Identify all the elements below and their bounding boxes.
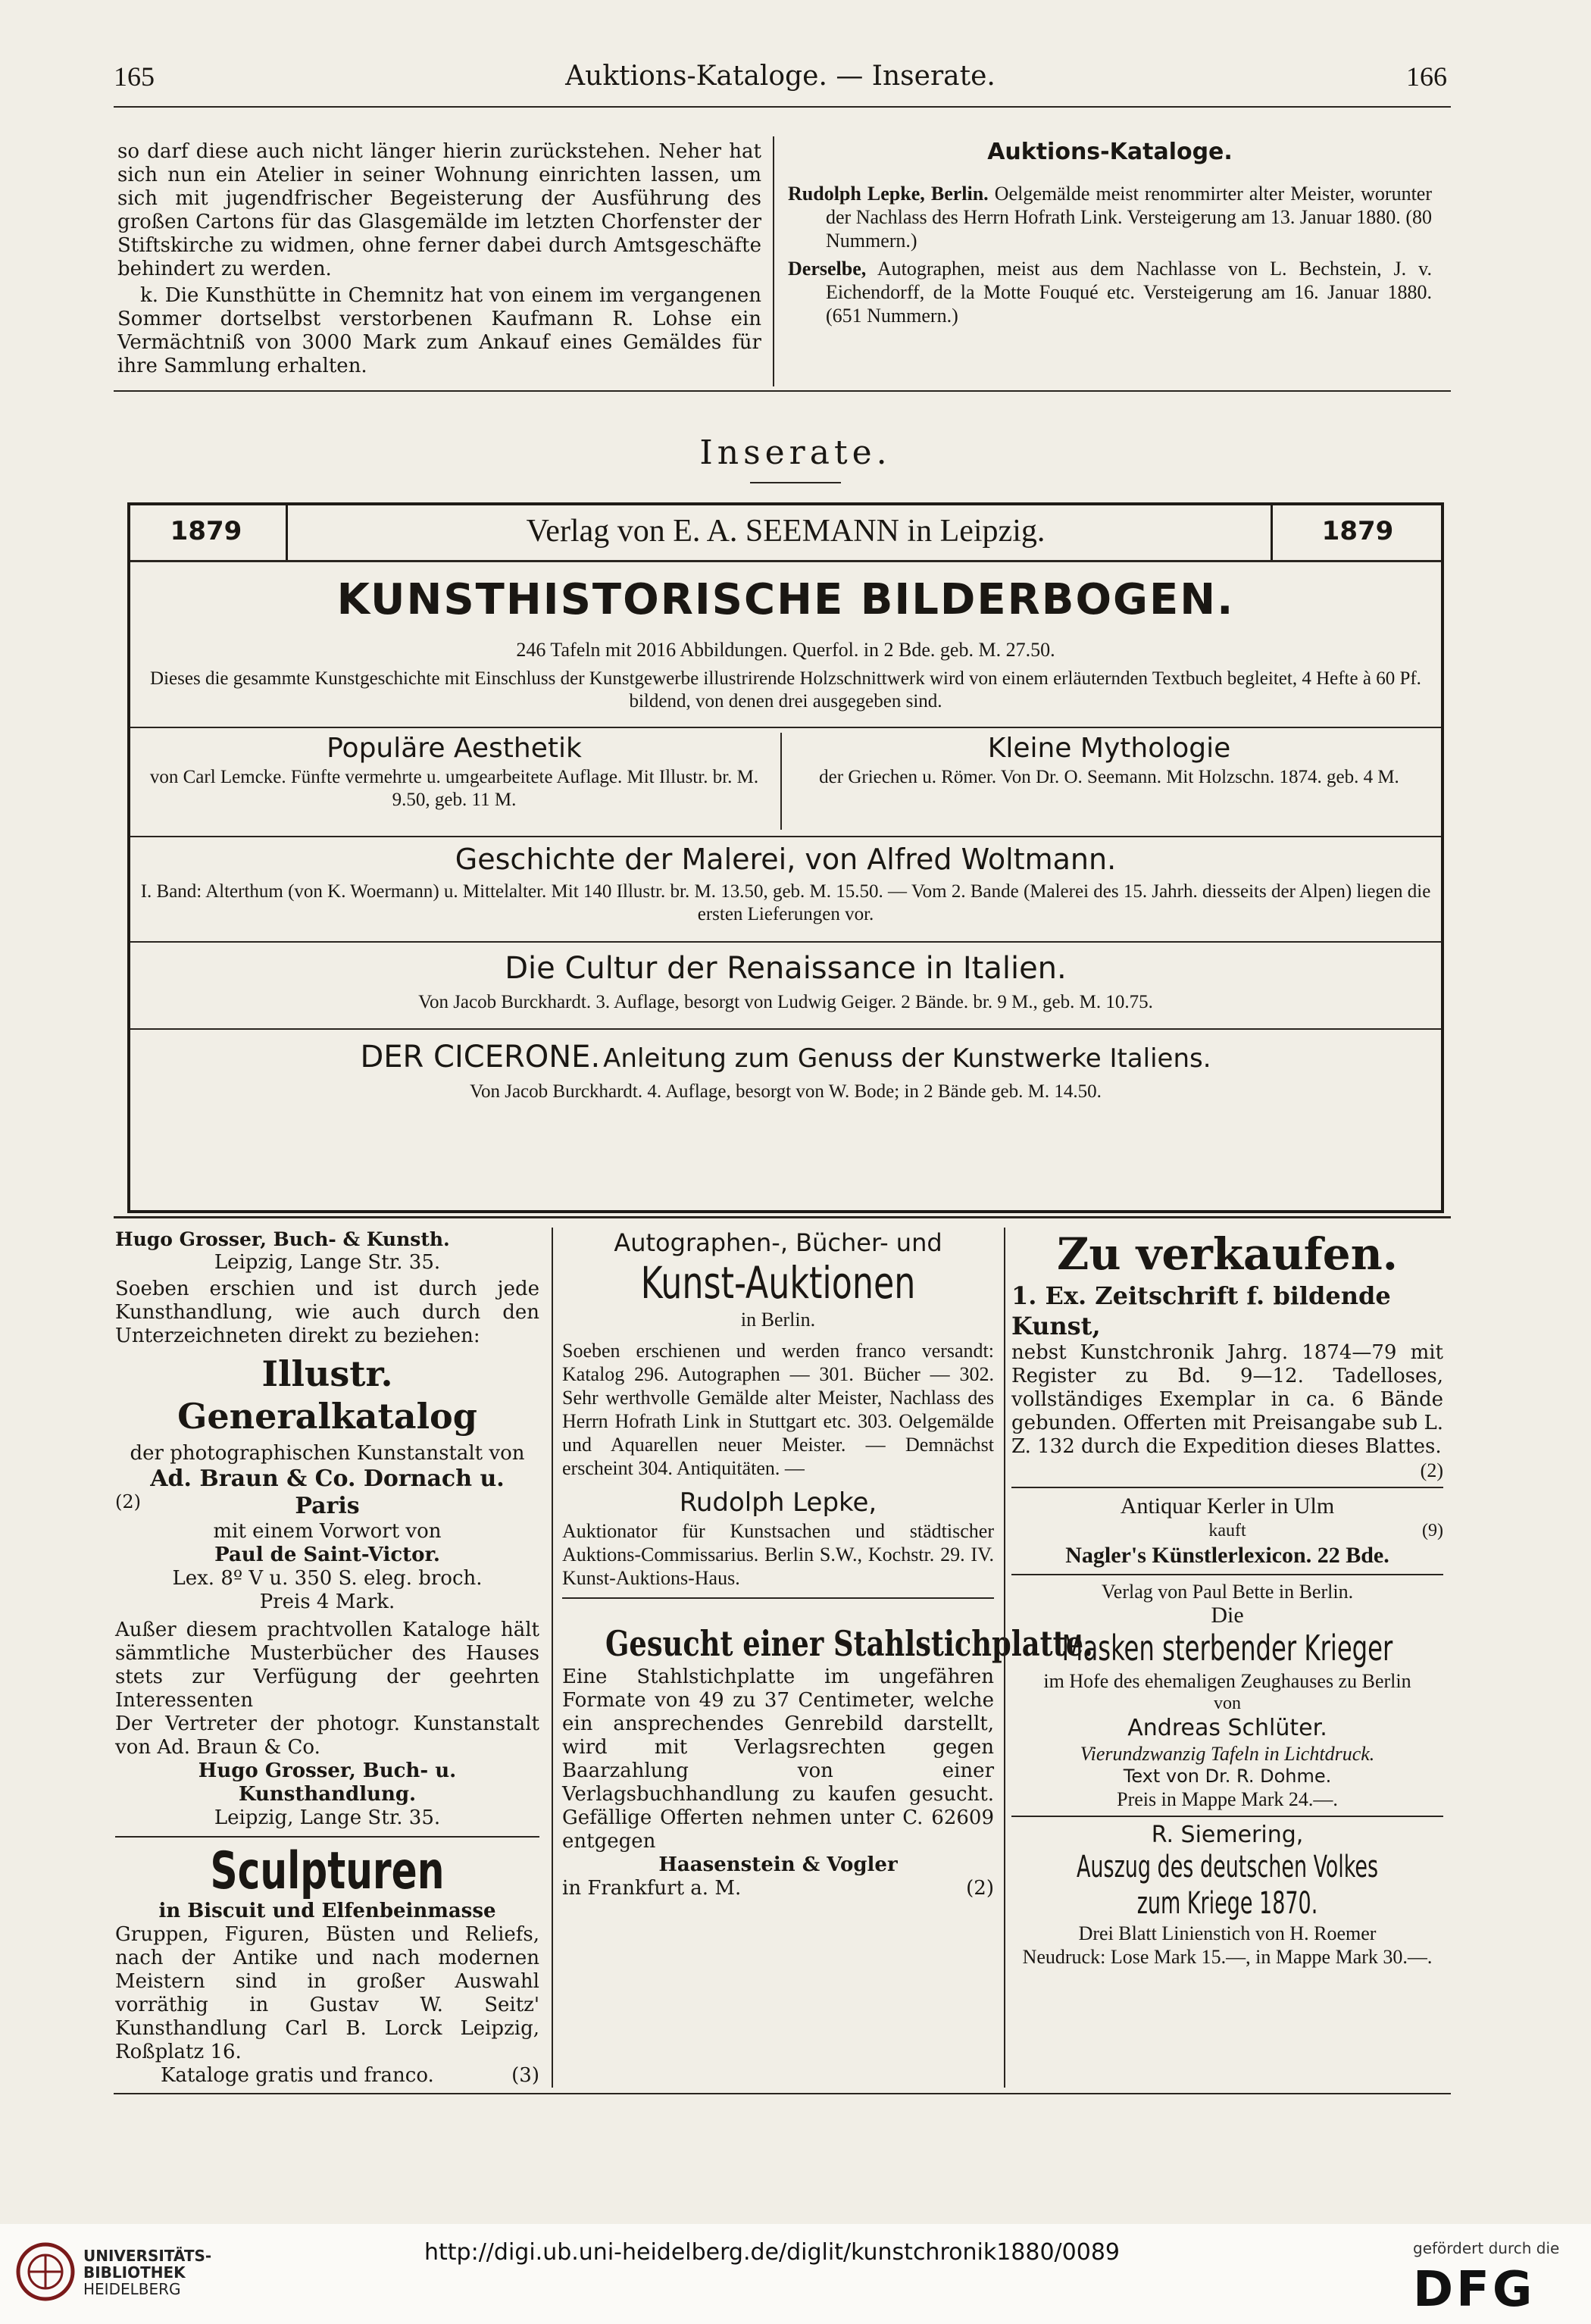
library-name [83, 2247, 211, 2297]
university-seal-icon [15, 2241, 76, 2302]
column-divider [773, 136, 774, 386]
siemering-title: Auszug des deutschen Volkes zum Kriege 1870. [1076, 1850, 1379, 1921]
generalkatalog-title: Illustr. Generalkatalog [177, 1353, 477, 1437]
zu-verkaufen-title: Zu verkaufen. [1056, 1228, 1398, 1280]
grosser-firm: Hugo Grosser, Buch- & Kunsth. [115, 1228, 450, 1250]
sculpturen-title: Sculpturen [210, 1841, 445, 1901]
kauft-text: kauft [1208, 1521, 1246, 1540]
cultur-text: Von Jacob Burckhardt. 3. Auflage, besorgt von Ludwig Geiger. 2 Bände. br. 9 M., geb. M. 10.75. [418, 992, 1153, 1012]
sculpturen-text: Gruppen, Figuren, Büsten und Reliefs, nach der Antike und nach modernen Meistern sind in großer Auswahl vorräthig in Gustav W. Seitz' Kunsthandlung Carl B. Lorck Leipzig, Roßplatz 16. [115, 1923, 539, 2063]
cicerone-title: DER CICERONE. [360, 1040, 601, 1074]
stahlstichplatte-text: Eine Stahlstichplatte im ungefähren Formate von 49 zu 37 Centimeter, welche ein ansprechendes Genrebild darstellt, wird mit Verlagsrechten gegen Baarzahlung von einer Verlagsbuchhandlung zu kaufen gesucht. Gefällige Offerten nehmen unter C. 62609 entgegen [562, 1666, 994, 1853]
article-paragraph-2: k. Die Kunsthütte in Chemnitz hat von einem im vergangenen Sommer dortselbst verstorbenen Kaufmann R. Lohse ein Vermächtniß von 3000 Mark zum Ankauf eines Gemäldes für ihre Sammlung erhalten. [117, 284, 761, 377]
kauft-line [1011, 1520, 1443, 1542]
sculpturen-subtitle: in Biscuit und Elfenbeinmasse [158, 1900, 496, 1922]
aesthetik-title: Populäre Aesthetik [327, 733, 582, 764]
ads-top-rule [114, 1216, 1451, 1218]
seemann-advertisement [127, 502, 1444, 1213]
mythologie-ad [783, 733, 1435, 790]
col3-rule-3 [1011, 1816, 1443, 1817]
auction-heading: Auktions-Kataloge. [987, 139, 1233, 165]
sculpturen-catalogue-line [115, 2064, 539, 2088]
masken-von: von [1214, 1694, 1241, 1713]
zeitschrift-number: (2) [1420, 1459, 1443, 1481]
aesthetik-text: von Carl Lemcke. Fünfte vermehrte u. umgearbeitete Auflage. Mit Illustr. br. M. 9.50, geb. 11 M. [149, 767, 759, 810]
right-column-ads [1011, 1228, 1443, 1969]
box-rule-3 [130, 836, 1441, 837]
box-rule-1 [130, 560, 1441, 562]
zeitschrift-title: 1. Ex. Zeitschrift f. bildende Kunst, [1011, 1281, 1391, 1340]
box-rule-5 [130, 1028, 1441, 1030]
grosser-signature: Hugo Grosser, Buch- u. Kunsthandlung. [198, 1759, 457, 1806]
masken-location: im Hofe des ehemaligen Zeughauses zu Berlin [1043, 1670, 1411, 1692]
masken-die: Die [1211, 1603, 1244, 1628]
article-paragraph-1: so darf diese auch nicht länger hierin zurückstehen. Neher hat sich nun ein Atelier in seiner Wohnung einrichten lassen, um sich mit jugendfrischer Begeisterung der Ausführung des großen Cartons für das Glasgemälde im letzten Chorfenster der Stiftskirche zu widmen, ohne ferner dabei durch Amtsgeschäfte behindert zu werden. [117, 140, 761, 280]
kerler-line: Antiquar Kerler in Ulm [1120, 1494, 1335, 1519]
cicerone-heading [130, 1040, 1441, 1074]
frankfurt-text: in Frankfurt a. M. [562, 1877, 742, 1900]
siemering-name: R. Siemering, [1151, 1822, 1304, 1848]
zeitschrift-text: nebst Kunstchronik Jahrg. 1874—79 mit Register zu Bd. 9—12. Tadelloses, vollständiges Exemplar in ca. 6 Bände gebunden. Offerten mit Preisangabe sub L. Z. 132 durch die Expedition dieses Blattes. [1011, 1341, 1443, 1458]
grosser-note: Außer diesem prachtvollen Kataloge hält sämmtliche Musterbücher des Hauses stets zur Verfügung der geehrten Interessenten [115, 1619, 539, 1712]
aesthetik-ad [130, 733, 778, 813]
masken-text-author: Text von Dr. R. Dohme. [1123, 1766, 1332, 1787]
library-line-3: HEIDELBERG [83, 2280, 181, 2298]
lepke-advertisement [562, 1228, 1093, 1900]
running-title: Auktions-Kataloge. — Inserate. [565, 61, 996, 92]
lepke-name: Rudolph Lepke, [679, 1487, 877, 1518]
kunst-auktionen-text: Soeben erschienen und werden franco versandt: Katalog 296. Autographen — 301. Bücher — 302. Sehr werthvolle Gemälde alter Meister, Nachlass des Herrn Hofrath Link in Stuttgart etc. 303. Oelgemälde und Aquarellen neuer Meister. — Demnächst erscheint 304. Antiquitäten. — [562, 1340, 994, 1479]
page-header [114, 61, 1447, 106]
malerei-title: Geschichte der Malerei, von Alfred Woltmann. [455, 843, 1117, 876]
dfg-logo: DFG [1413, 2262, 1536, 2318]
title-underline [750, 482, 841, 483]
library-line-2: BIBLIOTHEK [83, 2263, 186, 2282]
generalkatalog-line3: mit einem Vorwort von [213, 1520, 442, 1543]
ad-divider [780, 733, 782, 830]
ad-number: (2) [115, 1491, 141, 1512]
grosser-signature-address: Leipzig, Lange Str. 35. [214, 1806, 441, 1829]
source-url[interactable]: http://digi.ub.uni-heidelberg.de/diglit/kunstchronik1880/0089 [424, 2239, 1121, 2266]
bette-publisher: Verlag von Paul Bette in Berlin. [1101, 1581, 1354, 1603]
col1-rule [115, 1836, 539, 1838]
kunst-auktionen-title: Kunst-Auktionen [640, 1257, 916, 1309]
bottom-rule [114, 2093, 1451, 2094]
bilderbogen-description: Dieses die gesammte Kunstgeschichte mit Einschluss der Kunstgewerbe illustrirende Holzschnittwerk wird von einem erläuternden Textbuch begleitet, 4 Hefte à 60 Pf. bildend, von denen drei ausgegeben sind. [150, 668, 1421, 712]
nagler-line: Nagler's Künstlerlexicon. 22 Bde. [1065, 1543, 1389, 1568]
year-divider-right [1271, 505, 1273, 560]
cicerone-text: Von Jacob Burckhardt. 4. Auflage, besorgt von W. Bode; in 2 Bände geb. M. 14.50. [470, 1081, 1102, 1102]
dfg-note: gefördert durch die [1413, 2239, 1560, 2257]
page-number-right: 166 [1406, 61, 1447, 92]
auction-catalogues [788, 140, 1432, 332]
generalkatalog-price: Preis 4 Mark. [259, 1591, 395, 1613]
section-rule [114, 390, 1451, 392]
heidelberg-logo [15, 2241, 76, 2306]
col2-rule [562, 1597, 994, 1599]
stahlstichplatte-title: Gesucht einer Stahlstichplatte. [605, 1623, 1093, 1664]
mythologie-text: der Griechen u. Römer. Von Dr. O. Seemann. Mit Holzschn. 1874. geb. 4 M. [819, 767, 1399, 787]
kunst-auktionen-heading: Autographen-, Bücher- und [614, 1228, 942, 1257]
column-divider-2 [1004, 1228, 1005, 2088]
mythologie-title: Kleine Mythologie [987, 733, 1231, 764]
author-name: Paul de Saint-Victor. [214, 1544, 440, 1566]
grosser-address: Leipzig, Lange Str. 35. [214, 1251, 441, 1274]
masken-price: Preis in Mappe Mark 24.—. [1117, 1788, 1338, 1810]
haasenstein-vogler: Haasenstein & Vogler [658, 1853, 898, 1876]
box-rule-4 [130, 941, 1441, 943]
seemann-header-row [130, 505, 1441, 560]
section-title-inserate: Inserate. [699, 433, 892, 472]
box-rule-2 [130, 727, 1441, 728]
malerei-text: I. Band: Alterthum (von K. Woermann) u. Mittelalter. Mit 140 Illustr. br. M. 13.50, geb. M. 15.50. — Vom 2. Bande (Malerei des 15. Jahrh. diesseits der Alpen) liegen die ersten Lieferungen vor. [140, 881, 1431, 924]
lepke-address: Auktionator für Kunstsachen und städtischer Auktions-Commissarius. Berlin S.W., Kochstr. 29. IV. Kunst-Auktions-Haus. [562, 1520, 994, 1589]
masken-author: Andreas Schlüter. [1127, 1715, 1327, 1741]
year-left: 1879 [170, 516, 242, 546]
column-divider-1 [552, 1228, 553, 2088]
generalkatalog-author [115, 1544, 539, 1567]
kauft-number: (9) [1422, 1521, 1443, 1540]
header-rule [114, 106, 1451, 108]
year-right: 1879 [1321, 516, 1394, 546]
page-number-left: 165 [114, 61, 155, 92]
library-line-1: UNIVERSITÄTS- [83, 2247, 212, 2265]
bilderbogen-title: KUNSTHISTORISCHE BILDERBOGEN. [336, 575, 1235, 624]
frankfurt-line [562, 1877, 994, 1900]
cultur-title: Die Cultur der Renaissance in Italien. [505, 951, 1067, 986]
catalogue-number: (3) [511, 2064, 539, 2087]
article-continuation [117, 140, 761, 378]
generalkatalog-line1: der photographischen Kunstanstalt von [130, 1442, 525, 1465]
cicerone-subtitle: Anleitung zum Genuss der Kunstwerke Italiens. [603, 1043, 1211, 1074]
bilderbogen-subtitle: 246 Tafeln mit 2016 Abbildungen. Querfol. in 2 Bde. geb. M. 27.50. [516, 639, 1055, 661]
generalkatalog-format: Lex. 8º V u. 350 S. eleg. broch. [172, 1567, 483, 1590]
catalogue-note: Kataloge gratis und franco. [161, 2064, 434, 2087]
grosser-intro: Soeben erschien und ist durch jede Kunsthandlung, wie auch durch den Unterzeichneten direkt zu beziehen: [115, 1278, 539, 1347]
masken-title: Masken sterbender Krieger [1061, 1628, 1393, 1669]
generalkatalog-firm: Ad. Braun & Co. Dornach u. Paris [150, 1465, 505, 1519]
siemering-price: Neudruck: Lose Mark 15.—, in Mappe Mark 30.—. [1022, 1946, 1433, 1968]
auction-entry-1: Rudolph Lepke, Berlin. Oelgemälde meist renommirter alter Meister, worunter der Nachlass des Herrn Hofrath Link. Versteigerung am 13. Januar 1880. (80 Nummern.) [788, 183, 1433, 252]
year-divider-left [286, 505, 288, 560]
grosser-advertisement [115, 1228, 539, 2088]
grosser-representative: Der Vertreter der photogr. Kunstanstalt von Ad. Braun & Co. [115, 1713, 539, 1759]
masken-plates: Vierundzwanzig Tafeln in Lichtdruck. [1080, 1743, 1375, 1765]
kunst-auktionen-city: in Berlin. [740, 1309, 816, 1331]
siemering-plates: Drei Blatt Linienstich von H. Roemer [1078, 1922, 1377, 1944]
frankfurt-number: (2) [966, 1877, 994, 1900]
publisher-line: Verlag von E. A. SEEMANN in Leipzig. [526, 514, 1046, 549]
col3-rule-2 [1011, 1574, 1443, 1575]
auction-entry-2: Derselbe, Autographen, meist aus dem Nachlasse von L. Bechstein, J. v. Eichendorff, de la Motte Fouqué etc. Versteigerung am 16. Januar 1880. (651 Nummern.) [788, 258, 1432, 327]
col3-rule-1 [1011, 1487, 1443, 1488]
